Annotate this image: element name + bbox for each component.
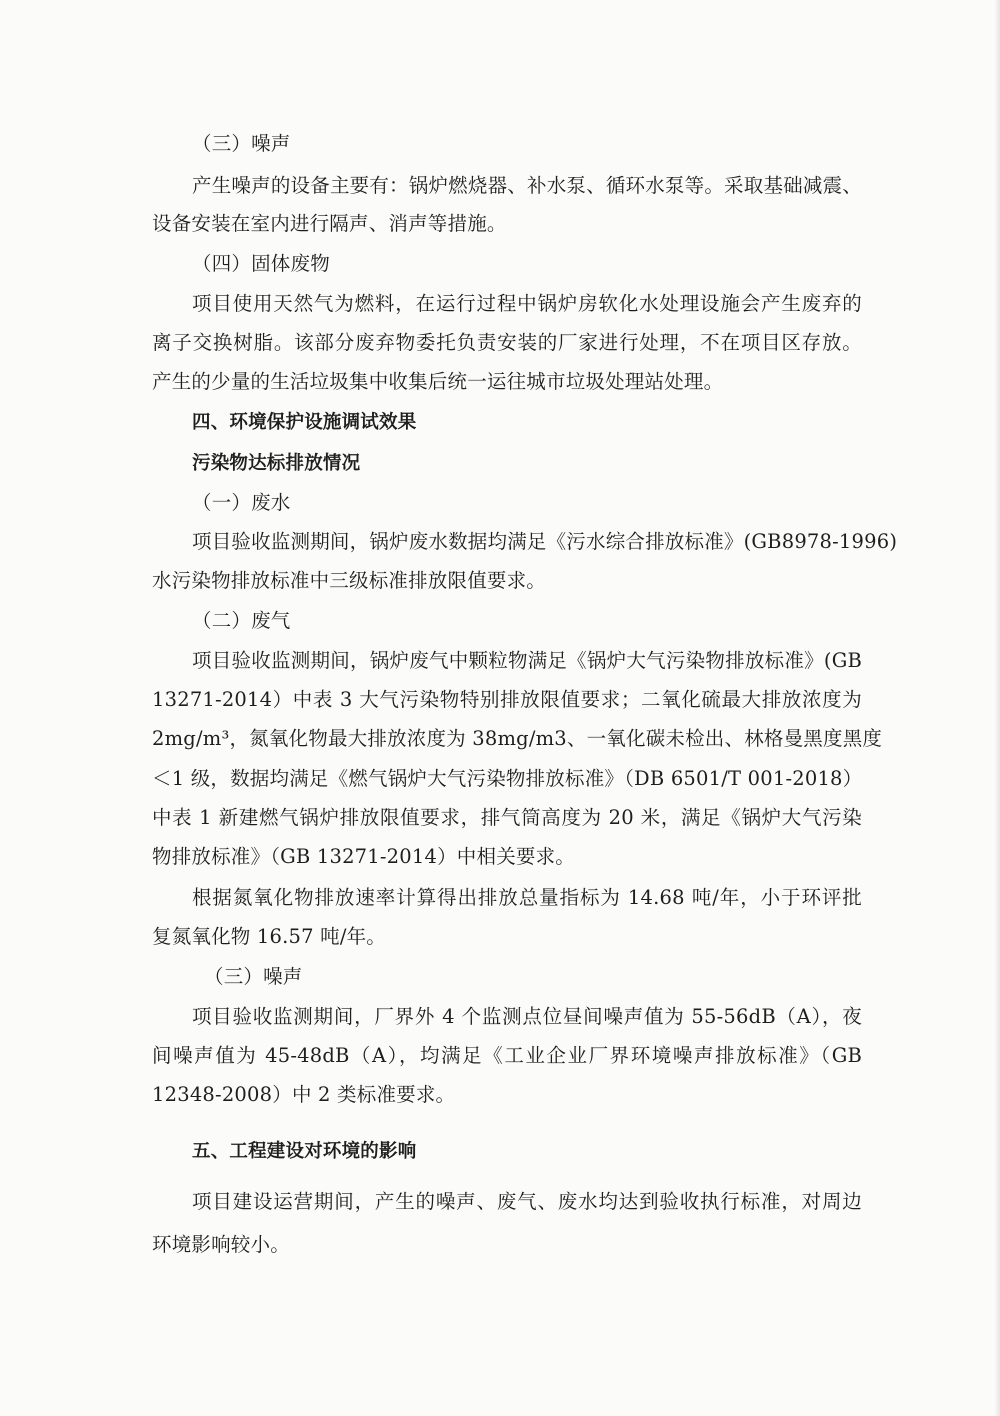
chapter-5-title: 五、工程建设对环境的影响 bbox=[192, 1141, 417, 1162]
chapter-4-subtitle: 污染物达标排放情况 bbox=[192, 453, 361, 474]
exhaust-text-line: 物排放标准》（GB 13271-2014）中相关要求。 bbox=[152, 845, 576, 868]
noise-text-line: 设备安装在室内进行隔声、消声等措施。 bbox=[152, 212, 507, 235]
exhaust-text-line: 中表 1 新建燃气锅炉排放限值要求，排气筒高度为 20 米，满足《锅炉大气污染 bbox=[152, 806, 862, 829]
noise-result-text-line: 12348-2008）中 2 类标准要求。 bbox=[152, 1083, 456, 1106]
solid-waste-text-line: 产生的少量的生活垃圾集中收集后统一运往城市垃圾处理站处理。 bbox=[152, 370, 724, 393]
emission-total-line: 复氮氧化物 16.57 吨/年。 bbox=[152, 925, 386, 948]
exhaust-text-line: ＜1 级，数据均满足《燃气锅炉大气污染物排放标准》（DB 6501/T 001-2018） bbox=[152, 767, 863, 790]
wastewater-text-line: 水污染物排放标准中三级标准排放限值要求。 bbox=[152, 569, 547, 592]
noise-result-text-line: 间噪声值为 45-48dB（A），均满足《工业企业厂界环境噪声排放标准》（GB bbox=[152, 1044, 862, 1067]
chapter-5-text-line: 环境影响较小。 bbox=[152, 1233, 290, 1256]
chapter-5-text-line: 项目建设运营期间，产生的噪声、废气、废水均达到验收执行标准，对周边 bbox=[192, 1190, 862, 1213]
noise-result-heading: （三）噪声 bbox=[204, 965, 303, 988]
emission-total-line: 根据氮氧化物排放速率计算得出排放总量指标为 14.68 吨/年，小于环评批 bbox=[192, 886, 862, 909]
wastewater-text-line: 项目验收监测期间，锅炉废水数据均满足《污水综合排放标准》(GB8978-1996) bbox=[192, 530, 898, 553]
chapter-4-title: 四、环境保护设施调试效果 bbox=[192, 412, 417, 433]
solid-waste-heading: （四）固体废物 bbox=[192, 252, 330, 275]
solid-waste-text-line: 离子交换树脂。该部分废弃物委托负责安装的厂家进行处理，不在项目区存放。 bbox=[152, 331, 862, 354]
wastewater-heading: （一）废水 bbox=[192, 491, 291, 514]
exhaust-text-line: 2mg/m³，氮氧化物最大排放浓度为 38mg/m3、一氧化碳未检出、林格曼黑度黑度 bbox=[152, 727, 883, 750]
noise-heading: （三）噪声 bbox=[192, 132, 291, 155]
exhaust-text-line: 13271-2014）中表 3 大气污染物特别排放限值要求；二氧化硫最大排放浓度为 bbox=[152, 688, 862, 711]
noise-result-text-line: 项目验收监测期间，厂界外 4 个监测点位昼间噪声值为 55-56dB（A），夜 bbox=[192, 1005, 862, 1028]
scan-edge-shadow bbox=[994, 0, 1000, 1416]
solid-waste-text-line: 项目使用天然气为燃料，在运行过程中锅炉房软化水处理设施会产生废弃的 bbox=[192, 292, 862, 315]
exhaust-heading: （二）废气 bbox=[192, 609, 291, 632]
exhaust-text-line: 项目验收监测期间，锅炉废气中颗粒物满足《锅炉大气污染物排放标准》(GB bbox=[192, 649, 862, 672]
noise-text-line: 产生噪声的设备主要有：锅炉燃烧器、补水泵、循环水泵等。采取基础减震、 bbox=[192, 174, 862, 197]
